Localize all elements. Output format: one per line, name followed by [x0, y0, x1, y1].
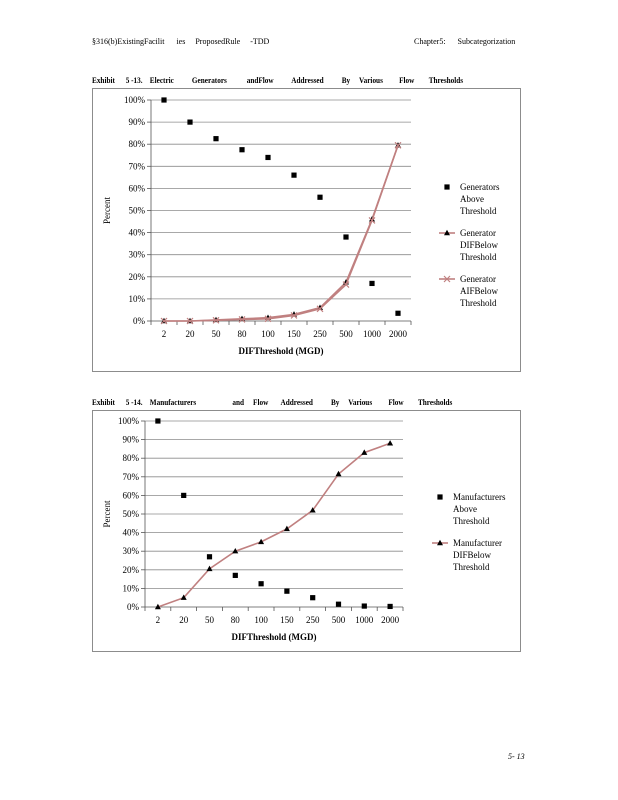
chart2-x-tick-label: 100	[254, 615, 268, 625]
running-header-left: §316(b)ExistingFacilit ies ProposedRule -TDD	[92, 37, 270, 46]
chart1-y-tick-label: 60%	[128, 183, 145, 194]
chart1-x-tick-label: 50	[211, 329, 221, 339]
chart1-legend-2-label-line: Generator	[460, 274, 496, 284]
exhibit-5-14-chart	[93, 411, 520, 651]
chart1-y-tick-label: 10%	[128, 293, 145, 304]
exhibit-5-13-chart	[93, 89, 520, 371]
chart2-x-tick-label: 250	[305, 615, 320, 625]
chart2-y-tick-label: 10%	[122, 583, 139, 594]
chart1-y-tick-label: 100%	[124, 95, 145, 105]
chart1-series-0-point	[265, 155, 270, 160]
chart2-x-tick-label: 80	[230, 615, 240, 625]
chart2-legend-0-label-line: Above	[453, 504, 477, 514]
exhibit-5-14-chart-frame	[92, 410, 521, 652]
running-header-right: Chapter5: Subcategorization	[414, 37, 516, 46]
chart1-series-0-point	[291, 173, 296, 178]
chart1-y-tick-label: 80%	[128, 139, 145, 150]
page-number: 5- 13	[508, 752, 525, 761]
chart1-series-0-point	[239, 147, 244, 152]
chart2-series-0-point	[310, 595, 315, 600]
chart2-x-axis-label: DIFThreshold (MGD)	[231, 632, 317, 642]
chart2-x-tick-label: 50	[205, 615, 214, 625]
chart2-x-tick-label: 20	[179, 615, 189, 625]
chart1-legend-2-label-line: AIFBelow	[460, 286, 498, 296]
chart1-legend-1-label-line: Generator	[460, 228, 496, 238]
chart2-series-0-point	[284, 589, 289, 594]
chart1-series-0-point	[369, 281, 374, 286]
chart1-legend-0-key-marker	[444, 184, 449, 189]
chart2-series-1-point	[387, 440, 393, 445]
chart2-series-0-point	[155, 418, 160, 423]
chart2-y-tick-label: 40%	[122, 527, 139, 538]
chart2-y-axis-label: Percent	[102, 500, 112, 528]
chart2-series-0-point	[207, 554, 212, 559]
chart1-legend-0-label-line: Above	[460, 194, 484, 204]
chart2-y-tick-label: 90%	[122, 434, 139, 445]
chart2-series-0-point	[362, 603, 367, 608]
chart1-y-axis-label: Percent	[102, 197, 112, 224]
chart1-series-0-point	[317, 195, 322, 200]
chart2-legend-1-label-line: Threshold	[453, 562, 490, 572]
chart1-legend-1-label-line: Threshold	[460, 252, 497, 262]
chart1-legend-2-label-line: Threshold	[460, 298, 497, 308]
chart2-x-tick-label: 2	[155, 615, 161, 625]
chart1-series-0-point	[213, 136, 218, 141]
exhibit-5-13-chart-frame	[92, 88, 521, 372]
chart2-series-0-point	[259, 581, 264, 586]
chart2-x-tick-label: 2000	[381, 615, 400, 625]
chart1-y-tick-label: 30%	[128, 249, 145, 260]
chart1-y-tick-label: 50%	[128, 205, 145, 216]
chart1-y-tick-label: 90%	[128, 117, 145, 128]
chart1-x-tick-label: 2000	[389, 329, 407, 339]
chart1-series-0-point	[161, 97, 166, 102]
chart2-y-tick-label: 70%	[122, 471, 139, 482]
chart1-legend-0-label-line: Threshold	[460, 206, 497, 216]
chart1-series-0-point	[395, 311, 400, 316]
chart2-y-tick-label: 30%	[122, 546, 139, 557]
chart1-x-tick-label: 250	[313, 329, 327, 339]
chart1-x-tick-label: 20	[185, 329, 195, 339]
chart2-y-tick-label: 0%	[127, 602, 139, 612]
chart2-x-tick-label: 150	[280, 615, 294, 625]
chart1-x-tick-label: 2	[161, 329, 167, 339]
chart1-x-tick-label: 100	[261, 329, 275, 339]
chart1-x-tick-label: 1000	[363, 329, 381, 339]
chart2-y-tick-label: 50%	[122, 509, 139, 519]
chart2-legend-1-label-line: DIFBelow	[453, 550, 491, 560]
chart2-x-tick-label: 500	[331, 615, 346, 625]
chart1-series-2-line	[164, 145, 398, 321]
chart1-x-tick-label: 150	[287, 329, 301, 339]
chart1-y-tick-label: 40%	[128, 227, 145, 238]
exhibit-5-13-caption: Exhibit 5 -13. Electric Generators andFlow Addressed By Various Flow Thresholds	[92, 75, 464, 85]
chart2-series-0-point	[336, 602, 341, 607]
chart2-series-1-line	[158, 443, 390, 607]
chart1-x-axis-label: DIFThreshold (MGD)	[238, 346, 324, 356]
chart1-x-tick-label: 500	[339, 329, 353, 339]
chart2-y-tick-label: 80%	[122, 453, 139, 464]
chart2-x-tick-label: 1000	[355, 615, 374, 625]
chart2-series-0-point	[388, 604, 393, 609]
chart1-y-tick-label: 20%	[128, 271, 145, 282]
chart1-series-1-line	[164, 145, 398, 321]
chart1-series-0-point	[343, 234, 348, 239]
chart2-legend-0-key-marker	[437, 494, 442, 499]
chart2-y-tick-label: 100%	[118, 416, 139, 426]
chart2-legend-0-label-line: Manufacturers	[453, 492, 506, 502]
chart2-series-0-point	[181, 493, 186, 498]
chart1-y-tick-label: 70%	[128, 161, 145, 172]
chart2-legend-1-label-line: Manufacturer	[453, 538, 502, 548]
chart1-series-0-point	[187, 120, 192, 125]
chart2-y-tick-label: 60%	[122, 490, 139, 501]
chart2-series-0-point	[233, 573, 238, 578]
chart1-y-tick-label: 0%	[133, 316, 145, 326]
chart1-x-tick-label: 80	[237, 329, 247, 339]
chart1-legend-0-label-line: Generators	[460, 182, 500, 192]
exhibit-5-14-caption: Exhibit 5 -14. Manufacturers and Flow Addressed By Various Flow Thresholds	[92, 397, 453, 407]
chart1-legend-1-label-line: DIFBelow	[460, 240, 498, 250]
chart2-y-tick-label: 20%	[122, 564, 139, 575]
chart2-legend-0-label-line: Threshold	[453, 516, 490, 526]
